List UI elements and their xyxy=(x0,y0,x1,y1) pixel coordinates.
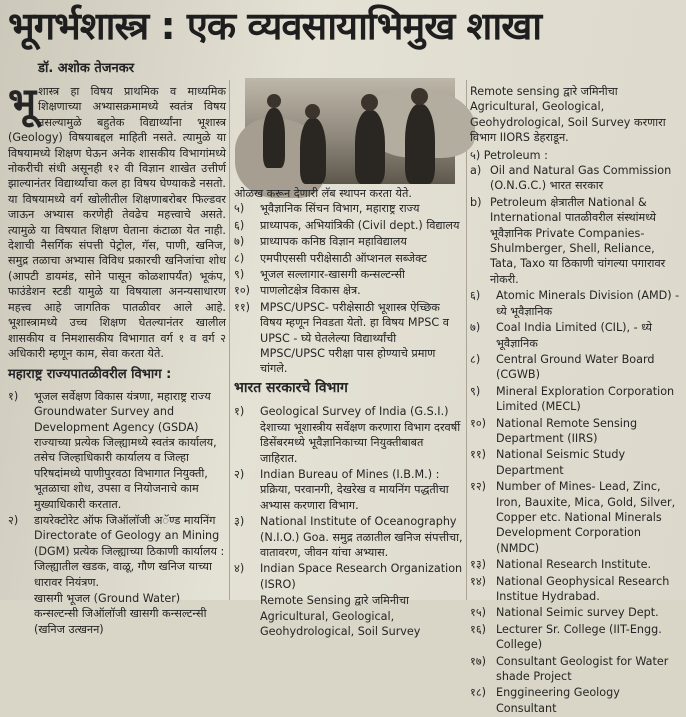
list-item xyxy=(470,605,680,620)
list-item xyxy=(470,685,680,716)
item-text: National Seismic Study Department xyxy=(496,448,626,477)
item-text: प्राध्यापक कनिष्ठ विज्ञान महाविद्यालय xyxy=(260,235,407,249)
list-item xyxy=(234,218,464,233)
item-number: १८) xyxy=(470,686,486,700)
item-text: Remote Sensing द्वारे जमिनीचा Agricultural, Geological, Geohydrological, Soil Survey xyxy=(260,594,421,638)
intro-paragraph xyxy=(8,80,226,361)
list-item xyxy=(234,234,464,249)
list-item xyxy=(234,467,464,513)
item-text: Number of Mines- Lead, Zinc, Iron, Bauxite, Mica, Gold, Silver, Copper etc. National Minerals Development Corporation (NMDC) xyxy=(496,480,676,555)
item-text: National Institute of Oceanography (N.I.O.) Goa. समुद्र तळातील खनिज संपत्तीचा, वातावरण, जीवन यांचा अभ्यास. xyxy=(260,515,463,559)
petroleum-list xyxy=(470,163,680,287)
item-number: a) xyxy=(470,164,482,178)
item-text: भूजल सर्वेक्षण विकास यंत्रणा, महाराष्ट्र राज्य Groundwater Survey and Development Agency (GSDA) राज्याच्या प्रत्येक जिल्ह्यामध्ये स्वतंत्र कार्यालय, तसेच जिल्हाधिकारी कार्यालय व जिल्हा परिषदांमध्ये पाणीपुरवठा विभागात नियुक्ती, भूतळाचा शोध, उपसा व नियोजनाचे काम मुख्याधिकारी करतात. xyxy=(34,389,217,511)
remote-sensing-paragraph: Remote sensing द्वारे जमिनीचा Agricultural, Geological, Geohydrological, Soil Survey करणारा विभाग IIORS डेहराडून. xyxy=(470,85,666,145)
item-number: ६) xyxy=(234,218,245,232)
item-number: b) xyxy=(470,195,482,209)
list-item xyxy=(8,513,226,590)
item-number: १०) xyxy=(470,416,486,430)
item-number: ९) xyxy=(234,268,245,282)
item-number: १६) xyxy=(470,622,486,636)
list-item xyxy=(470,416,680,447)
list-item xyxy=(234,593,464,639)
list-item xyxy=(470,447,680,478)
state-departments-heading: महाराष्ट्र राज्यपातळीवरील विभाग : xyxy=(8,367,172,383)
item-text: Central Ground Water Board (CGWB) xyxy=(496,352,655,382)
item-number: ११) xyxy=(470,448,486,462)
item-text: Lecturer Sr. College (IIT-Engg. College) xyxy=(496,622,662,652)
item-number: १) xyxy=(8,389,19,403)
item-number: ५) xyxy=(234,202,245,216)
list-item xyxy=(8,389,226,512)
item-number: ८) xyxy=(234,251,245,265)
item-number: १७) xyxy=(470,654,486,668)
item-text: National Remote Sensing Department (IIRS) xyxy=(496,416,638,445)
item-number: १०) xyxy=(234,284,250,298)
list-item xyxy=(234,561,464,592)
intro-text: शास्त्र हा विषय प्राथमिक व माध्यमिक शिक्षणाच्या अभ्यासक्रमामध्ये स्वतंत्र विषय नसल्यामुळे बहुतेक विद्यार्थ्यांना भूशास्त्र (Geology) विषयाबद्दल माहिती नसते. त्यामुळे या विषयामध्ये शिक्षण घेऊन अनेक शासकीय विभागांमध्ये नोकरीची संधी असूनही १२ वी विज्ञान शाखेत उत्तीर्ण झाल्यानंतर विद्यार्थ्यांचा कल हा विषय घेण्याकडे नसतो. या विषयामध्ये वर्ग खोलीतील शिक्षणाबरोबर फिल्डवर जाऊन अभ्यास करणेही तेवढेच महत्त्वाचे असते. त्यामुळे या विषयात शिक्षण घेताना कंटाळा येत नाही. देशाची नैसर्गिक संपत्ती पेट्रोल, गॅस, पाणी, खनिज, समुद्र तळाचा अभ्यास विविध प्रकारची खनिजांचा शोध (आपटी डायमंड, सोने पासून कोळशापर्यंत) भूकंप, फाउंडेशन स्टडी यामुळे या विषयाला अनन्यसाधारण महत्त्व आहे जागतिक पातळीवर आले आहे. भूशास्त्रामध्ये उच्च शिक्षण घेतल्यानंतर खालील शासकीय व निमशासकीय विभागात वर्ग १ व वर्ग २ अधिकारी म्हणून काम, सेवा करता येते. xyxy=(8,85,226,360)
list-item xyxy=(470,654,680,685)
item-text: MPSC/UPSC- परीक्षेसाठी भूशास्त्र ऐच्छिक विषय म्हणून निवडता येतो. हा विषय MPSC व UPSC - घ्ये घेतलेल्या विद्यार्थ्यांची MPSC/UPSC परीक्षा पास होण्याचे प्रमाण चांगले. xyxy=(260,300,449,376)
item-number xyxy=(8,591,34,637)
list-item xyxy=(470,479,680,556)
article-headline: भूगर्भशास्त्र : एक व्यवसायाभिमुख शाखा xyxy=(8,4,542,48)
list-item xyxy=(470,622,680,653)
list-item xyxy=(470,195,680,287)
item-text: Enggineering Geology Consultant xyxy=(496,686,620,715)
career-list xyxy=(234,201,464,376)
item-text: एमपीएससी परीक्षेसाठी ऑप्शनल सब्जेक्ट xyxy=(260,251,427,265)
item-number: ४) xyxy=(234,562,245,576)
item-text: National Geophysical Research Institue Hydrabad. xyxy=(496,574,670,603)
item-number: ११) xyxy=(234,300,250,314)
item-number: ६) xyxy=(470,289,481,303)
photo-caption-continuation: ओळख करून देणारी लॅब स्थापन करता येते. xyxy=(234,187,412,200)
list-item xyxy=(234,404,464,466)
item-number: ७) xyxy=(234,235,245,249)
item-number: १४) xyxy=(470,574,486,588)
item-text: Atomic Minerals Division (AMD) - ध्ये भूवैज्ञानिक xyxy=(496,289,680,318)
list-item xyxy=(470,352,680,383)
item-text: पाणलोटक्षेत्र विकास क्षेत्र. xyxy=(260,284,361,298)
petroleum-heading: ५) Petroleum : xyxy=(470,148,548,162)
item-text: Petroleum क्षेत्रातील National & International पातळीवरील संस्थांमध्ये भूवैज्ञानिक Private Companies- Shulmberger, Shell, Reliance, Tata, Taxo या ठिकाणी चांगल्या पगारावर नोकरी. xyxy=(490,195,666,286)
item-text: Indian Space Research Organization (ISRO) xyxy=(260,562,463,591)
list-item xyxy=(234,514,464,560)
item-number: १५) xyxy=(470,606,486,620)
item-number: ९) xyxy=(470,384,481,398)
item-text: Indian Bureau of Mines (I.B.M.) : प्रक्रिया, परवानगी, देखरेख व मायनिंग पद्धतीचा अभ्यास करणारा विभाग. xyxy=(260,467,449,512)
state-departments-list xyxy=(8,389,226,638)
column-two xyxy=(234,186,464,640)
list-item xyxy=(470,384,680,415)
list-item xyxy=(234,201,464,216)
list-item xyxy=(234,251,464,266)
item-text: प्राध्यापक, अभियांत्रिकी (Civil dept.) विद्यालय xyxy=(260,218,460,232)
list-item xyxy=(8,591,226,637)
item-number: १२) xyxy=(470,480,486,494)
item-text: National Research Institute. xyxy=(496,558,652,572)
item-number: १) xyxy=(234,405,245,419)
list-item xyxy=(470,574,680,605)
list-item xyxy=(234,300,464,377)
item-number: २) xyxy=(234,467,245,481)
item-text: Coal India Limited (CIL), - ध्ये भूवैज्ञानिक xyxy=(496,321,652,350)
item-number: ७) xyxy=(470,321,481,335)
list-item xyxy=(234,283,464,298)
column-divider xyxy=(466,80,467,600)
list-item xyxy=(470,557,680,572)
item-number: ३) xyxy=(234,515,245,529)
item-text: Oil and Natural Gas Commission (O.N.G.C.) भारत सरकार xyxy=(490,164,672,193)
item-text: Mineral Exploration Corporation Limited (MECL) xyxy=(496,384,675,414)
item-text: भूजल सल्लागार-खासगी कन्सल्टन्सी xyxy=(260,268,405,282)
list-item xyxy=(234,267,464,282)
list-item xyxy=(470,320,680,351)
item-text: Consultant Geologist for Water shade Project xyxy=(496,654,669,684)
author-byline: डॉ. अशोक तेजनकर xyxy=(38,61,135,76)
item-text: National Seimic survey Dept. xyxy=(496,606,659,620)
item-text: Geological Survey of India (G.S.I.) देशाच्या भूशास्त्रीय सर्वेक्षण करणारा विभाग दरवर्षी डिसेंबरमध्ये भूवैज्ञानिकाच्या नियुक्तीबाबत जाहिरात. xyxy=(260,405,461,465)
central-govt-heading: भारत सरकारचे विभाग xyxy=(234,379,348,396)
organisations-list xyxy=(470,288,680,716)
column-divider xyxy=(229,80,230,600)
list-item xyxy=(470,163,680,194)
list-item xyxy=(470,288,680,319)
item-number: ८) xyxy=(470,352,481,366)
drop-cap: भू xyxy=(8,80,37,126)
field-work-photo xyxy=(245,78,455,184)
item-text: खासगी भूजल (Ground Water) कन्सल्टन्सी जिऑलॉजी खासगी कन्सल्टन्सी (खनिज उत्खनन) xyxy=(34,592,207,636)
item-text: डायरेक्टोरेट ऑफ जिऑलॉजी अॅण्ड मायनिंग Directorate of Geology an Mining (DGM) प्रत्येक जिल्ह्याच्या ठिकाणी कार्यालय : जिल्ह्यातील खडक, वाळू, गौण खनिज याच्या धारावर नियंत्रण. xyxy=(34,513,225,589)
item-number xyxy=(234,593,260,639)
item-number: १३) xyxy=(470,558,486,572)
item-text: भूवैज्ञानिक सिंचन विभाग, महाराष्ट्र राज्य xyxy=(260,202,420,216)
column-three xyxy=(470,84,680,717)
central-govt-list xyxy=(234,404,464,639)
column-one xyxy=(8,80,226,638)
item-number: २) xyxy=(8,513,19,527)
